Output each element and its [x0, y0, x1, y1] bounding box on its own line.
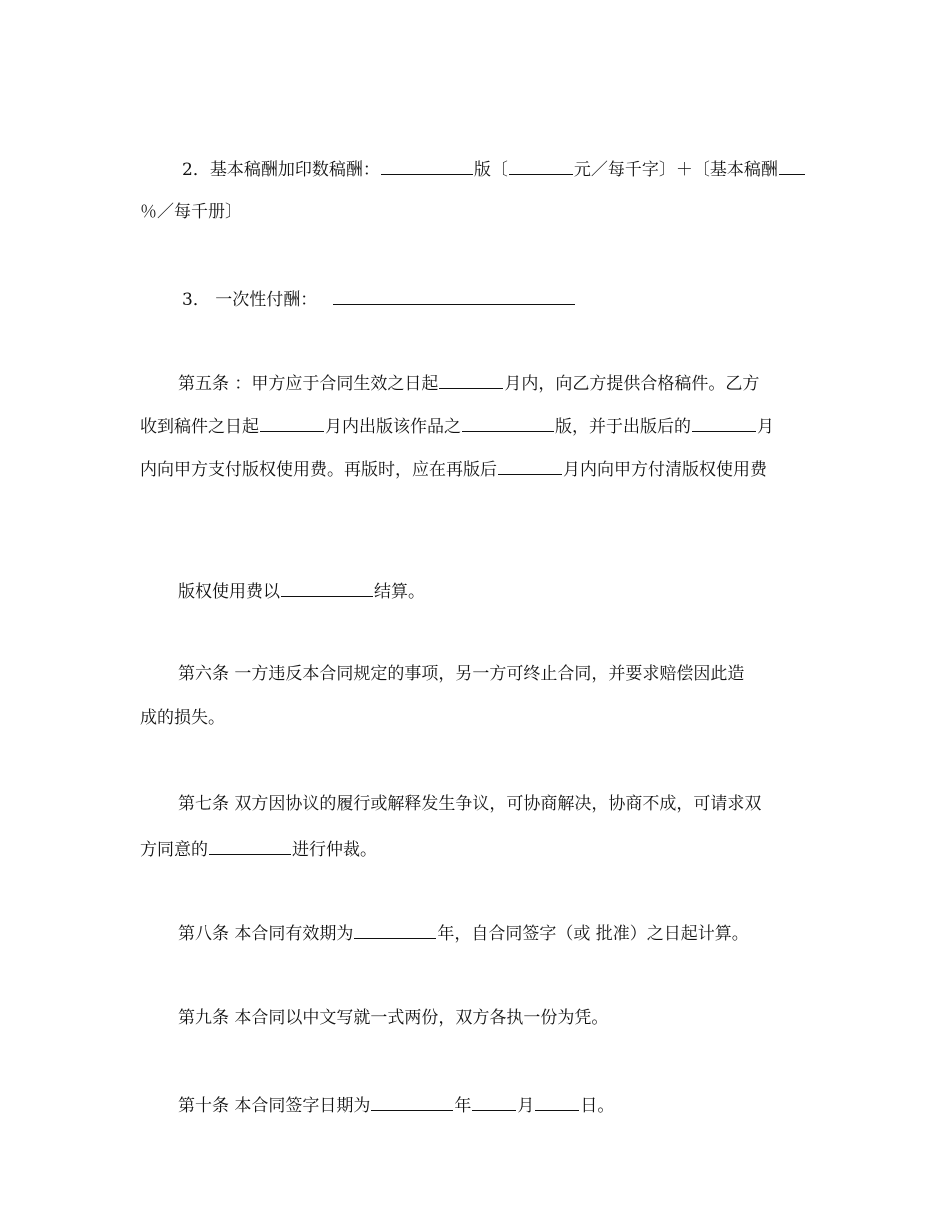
blank-yuan-per-thousand: [509, 158, 573, 175]
blank-months-deliver: [439, 372, 503, 389]
settle-line: [178, 580, 425, 602]
blank-lump-sum: [333, 288, 575, 305]
item2-text-b: 版〔: [473, 160, 508, 180]
blank-edition-number: [462, 415, 554, 432]
article6-text: 第六条 一方违反本合同规定的事项，另一方可终止合同，并要求赔偿因此造: [178, 664, 745, 684]
article10-line: [178, 1094, 614, 1116]
blank-months-reprint: [498, 458, 562, 475]
blank-sign-day: [535, 1094, 579, 1111]
article5-line2: [140, 415, 774, 437]
blank-edition: [381, 158, 473, 175]
article10-text-c: 月: [517, 1096, 535, 1116]
item3-line: [182, 288, 576, 310]
item2-text-a: 2．基本稿酬加印数稿酬：: [182, 160, 380, 180]
article7-line1: [178, 794, 761, 814]
article7-line2: [140, 838, 377, 860]
blank-arbitration: [209, 838, 291, 855]
article8-text-a: 第八条 本合同有效期为: [178, 924, 354, 944]
article8-line: [178, 922, 749, 944]
settle-text-a: 版权使用费以: [178, 582, 280, 602]
article7-text: 第七条 双方因协议的履行或解释发生争议，可协商解决，协商不成，可请求双: [178, 794, 762, 814]
blank-validity-years: [354, 922, 436, 939]
article6-line1: [178, 664, 744, 684]
blank-percent: [779, 158, 805, 175]
article9-text: 第九条 本合同以中文写就一式两份，双方各执一份为凭。: [178, 1008, 609, 1028]
settle-text-b: 结算。: [374, 582, 425, 602]
article10-text-d: 日。: [580, 1096, 615, 1116]
item2-line2: [140, 202, 242, 222]
article5-line1: [178, 372, 759, 394]
article10-text-b: 年: [454, 1096, 472, 1116]
article7-text-b: 进行仲裁。: [292, 840, 377, 860]
article5-text-b: 月内，向乙方提供合格稿件。乙方: [504, 374, 760, 394]
article5-text-e: 版，并于出版后的: [555, 417, 691, 437]
blank-sign-month: [472, 1094, 516, 1111]
article5-text-d: 月内出版该作品之: [325, 417, 461, 437]
article6-text-2: 成的损失。: [140, 708, 225, 728]
article5-text-g: 内向甲方支付版权使用费。再版时，应在再版后: [140, 460, 497, 480]
article7-text-a: 方同意的: [140, 840, 208, 860]
article8-text-b: 年，自合同签字（或 批准）之日起计算。: [437, 924, 749, 944]
item3-label: 3． 一次性付酬：: [182, 290, 318, 310]
article5-text-h: 月内向甲方付清版权使用费: [563, 460, 767, 480]
article5-text-c: 收到稿件之日起: [140, 417, 259, 437]
blank-sign-year: [371, 1094, 453, 1111]
article5-text-a: 第五条 ：甲方应于合同生效之日起: [178, 374, 439, 394]
article6-line2: [140, 708, 225, 728]
blank-months-publish: [260, 415, 324, 432]
blank-months-pay: [692, 415, 756, 432]
blank-settlement-method: [281, 580, 373, 597]
item2-text-line2: ％／每千册〕: [140, 202, 242, 222]
article5-text-f: 月: [757, 417, 774, 437]
item2-text-c: 元／每千字〕＋〔基本稿酬: [573, 160, 778, 180]
item2-line1: [182, 158, 806, 180]
article10-text-a: 第十条 本合同签字日期为: [178, 1096, 371, 1116]
article9-line: [178, 1008, 608, 1028]
article5-line3: [140, 458, 767, 480]
